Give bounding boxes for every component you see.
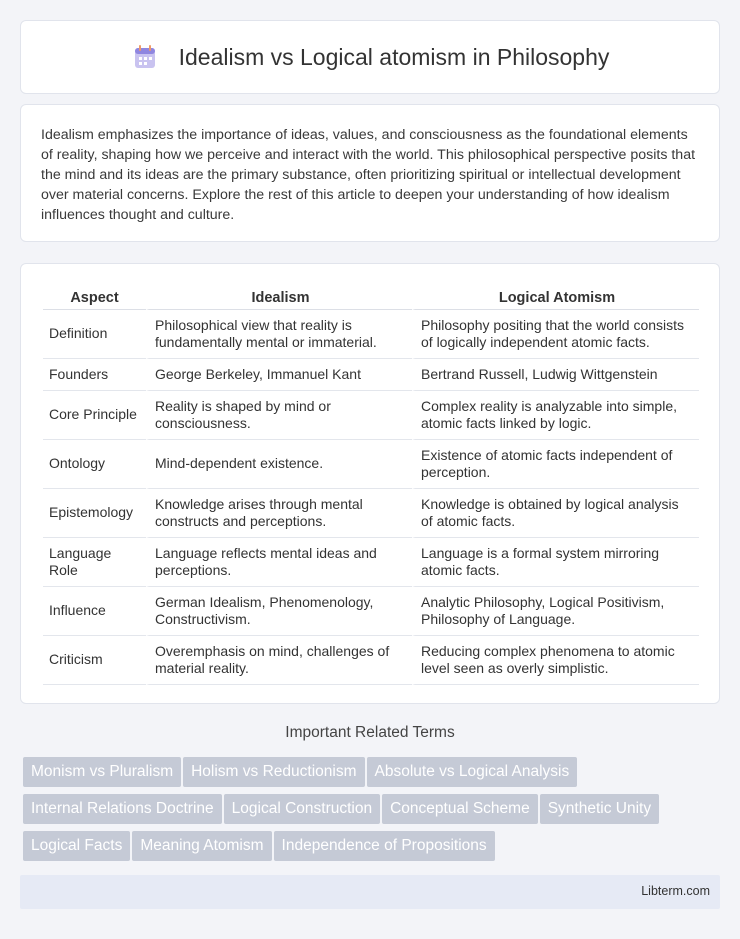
table-row — [43, 538, 699, 587]
comparison-table-card — [20, 263, 720, 704]
table-row — [43, 636, 699, 685]
page-title: Idealism vs Logical atomism in Philosophy — [178, 43, 610, 70]
logical-atomism-cell: Language is a formal system mirroring atomic facts. — [412, 538, 699, 587]
table-header-row — [43, 284, 699, 310]
table-row — [43, 489, 699, 538]
aspect-cell: Ontology — [43, 440, 146, 489]
related-term-tag[interactable]: Holism vs Reductionism — [183, 757, 364, 787]
aspect-cell: Definition — [43, 310, 146, 359]
aspect-cell: Epistemology — [43, 489, 146, 538]
aspect-cell: Founders — [43, 359, 146, 391]
table-row — [43, 359, 699, 391]
idealism-cell: Knowledge arises through mental constructs and perceptions. — [146, 489, 412, 538]
footer-site-link[interactable]: Libterm.com — [641, 884, 710, 898]
logical-atomism-cell: Reducing complex phenomena to atomic level seen as overly simplistic. — [412, 636, 699, 685]
logical-atomism-cell: Knowledge is obtained by logical analysis of atomic facts. — [412, 489, 699, 538]
idealism-cell: George Berkeley, Immanuel Kant — [146, 359, 412, 391]
related-term-tag[interactable]: Absolute vs Logical Analysis — [367, 757, 578, 787]
related-terms-list — [23, 757, 723, 868]
table-row — [43, 587, 699, 636]
comparison-table — [43, 284, 699, 685]
related-term-tag[interactable]: Internal Relations Doctrine — [23, 794, 222, 824]
logical-atomism-cell: Existence of atomic facts independent of perception. — [412, 440, 699, 489]
logical-atomism-cell: Analytic Philosophy, Logical Positivism, Philosophy of Language. — [412, 587, 699, 636]
related-term-tag[interactable]: Independence of Propositions — [274, 831, 495, 861]
table-row — [43, 391, 699, 440]
page-header — [20, 20, 720, 94]
idealism-cell: Philosophical view that reality is fundamentally mental or immaterial. — [146, 310, 412, 359]
related-term-tag[interactable]: Meaning Atomism — [132, 831, 271, 861]
related-term-tag[interactable]: Monism vs Pluralism — [23, 757, 181, 787]
idealism-cell: German Idealism, Phenomenology, Constructivism. — [146, 587, 412, 636]
column-header: Idealism — [146, 284, 412, 310]
logical-atomism-cell: Bertrand Russell, Ludwig Wittgenstein — [412, 359, 699, 391]
column-header: Aspect — [43, 284, 146, 310]
logical-atomism-cell: Complex reality is analyzable into simple, atomic facts linked by logic. — [412, 391, 699, 440]
related-term-tag[interactable]: Synthetic Unity — [540, 794, 659, 824]
column-header: Logical Atomism — [412, 284, 699, 310]
aspect-cell: Influence — [43, 587, 146, 636]
intro-text: Idealism emphasizes the importance of ideas, values, and consciousness as the foundational elements of reality, shaping how we perceive and interact with the world. This philosophical perspective posits that the mind and its ideas are the primary substance, often prioritizing spiritual or intellectual development over material concerns. Explore the rest of this article to deepen your understanding of how idealism influences thought and culture. — [41, 127, 696, 223]
related-term-tag[interactable]: Logical Construction — [224, 794, 380, 824]
idealism-cell: Overemphasis on mind, challenges of material reality. — [146, 636, 412, 685]
aspect-cell: Criticism — [43, 636, 146, 685]
idealism-cell: Mind-dependent existence. — [146, 440, 412, 489]
idealism-cell: Reality is shaped by mind or consciousness. — [146, 391, 412, 440]
table-row — [43, 440, 699, 489]
idealism-cell: Language reflects mental ideas and perceptions. — [146, 538, 412, 587]
footer — [20, 875, 720, 909]
related-terms-title: Important Related Terms — [285, 724, 455, 741]
intro-section — [20, 104, 720, 242]
related-term-tag[interactable]: Conceptual Scheme — [382, 794, 538, 824]
aspect-cell: Core Principle — [43, 391, 146, 440]
related-term-tag[interactable]: Logical Facts — [23, 831, 130, 861]
logical-atomism-cell: Philosophy positing that the world consists of logically independent atomic facts. — [412, 310, 699, 359]
aspect-cell: Language Role — [43, 538, 146, 587]
table-row — [43, 310, 699, 359]
document-icon — [131, 43, 159, 71]
